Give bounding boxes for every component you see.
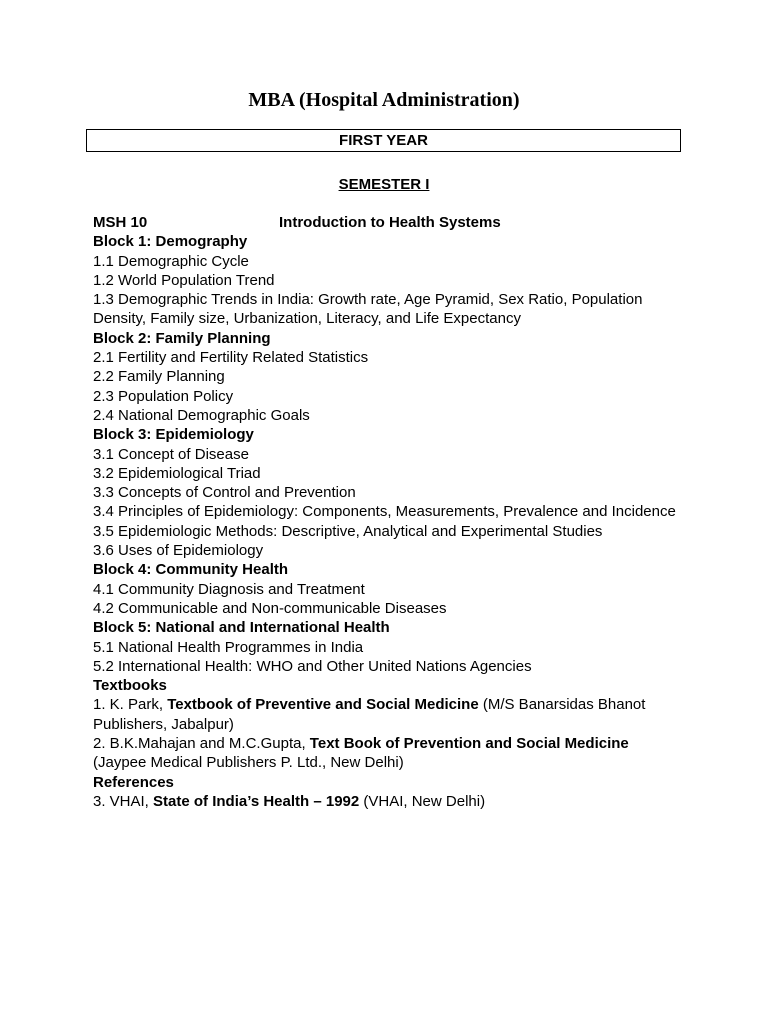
block-heading: Block 5: National and International Health (93, 619, 390, 637)
reference-entry (93, 792, 683, 811)
syllabus-content (93, 213, 683, 811)
block-item: 1.1 Demographic Cycle (93, 252, 249, 270)
year-banner: FIRST YEAR (86, 129, 681, 152)
block-heading: Block 1: Demography (93, 233, 248, 251)
block-item: 2.3 Population Policy (93, 387, 234, 405)
block-item: 3.3 Concepts of Control and Prevention (93, 484, 356, 502)
reference-title: State of India’s Health – 1992 (153, 792, 360, 810)
textbook-title: Text Book of Prevention and Social Medicine (309, 735, 629, 753)
course-title: Introduction to Health Systems (279, 214, 501, 231)
block-item: 4.1 Community Diagnosis and Treatment (93, 580, 365, 598)
block-item: 2.2 Family Planning (93, 368, 225, 386)
block-item: 5.2 International Health: WHO and Other United Nations Agencies (93, 657, 532, 675)
block-heading: Block 4: Community Health (93, 561, 289, 579)
block-item: 2.4 National Demographic Goals (93, 406, 310, 424)
block-item: 3.1 Concept of Disease (93, 445, 249, 463)
textbook-publisher: (Jaypee Medical Publishers P. Ltd., New Delhi) (93, 754, 404, 772)
block-item: 3.6 Uses of Epidemiology (93, 542, 264, 560)
textbook-author: 2. B.K.Mahajan and M.C.Gupta, (93, 735, 310, 753)
block-item: 4.2 Communicable and Non-communicable Diseases (93, 599, 447, 617)
block-item: 3.4 Principles of Epidemiology: Components, Measurements, Prevalence and Incidence (93, 503, 676, 521)
block-heading: Block 3: Epidemiology (93, 426, 254, 444)
references-heading: References (93, 773, 174, 791)
course-header (93, 213, 683, 232)
textbook-entry (93, 695, 683, 734)
semester-heading: SEMESTER I (338, 176, 430, 193)
reference-author: 3. VHAI, (93, 792, 154, 810)
textbooks-heading: Textbooks (93, 677, 167, 695)
course-code: MSH 10 (93, 214, 148, 231)
textbook-publisher: (M/S Banarsidas Bhanot Publishers, Jabalpur) (93, 696, 646, 733)
block-item: 1.3 Demographic Trends in India: Growth rate, Age Pyramid, Sex Ratio, Population Density, Family size, Urbanization, Literacy, and Life Expectancy (93, 291, 643, 328)
textbook-title: Textbook of Preventive and Social Medicine (167, 696, 479, 714)
block-heading: Block 2: Family Planning (93, 329, 271, 347)
block-item: 5.1 National Health Programmes in India (93, 638, 364, 656)
textbook-author: 1. K. Park, (93, 696, 168, 714)
page-title: MBA (Hospital Administration) (248, 89, 520, 111)
textbook-entry (93, 734, 683, 773)
block-item: 3.2 Epidemiological Triad (93, 464, 261, 482)
reference-publisher: (VHAI, New Delhi) (359, 792, 486, 810)
block-item: 3.5 Epidemiologic Methods: Descriptive, Analytical and Experimental Studies (93, 522, 603, 540)
block-item: 1.2 World Population Trend (93, 271, 275, 289)
block-item: 2.1 Fertility and Fertility Related Statistics (93, 349, 369, 367)
